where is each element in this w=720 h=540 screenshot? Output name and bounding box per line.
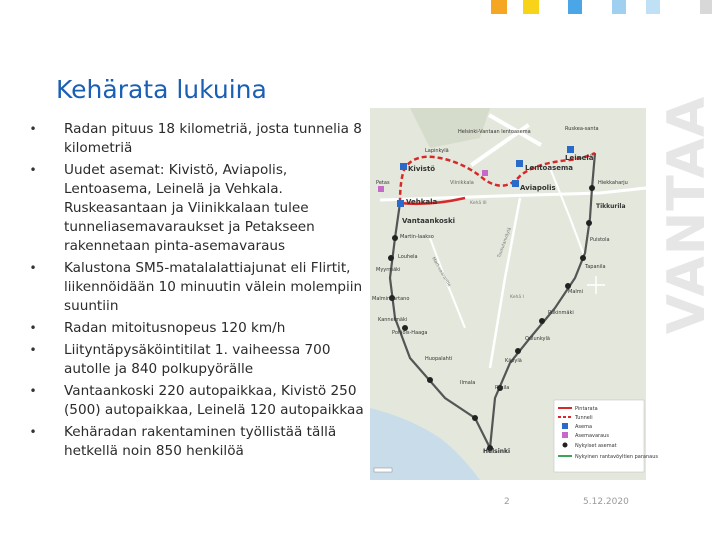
- map-label: Louhela: [398, 254, 418, 260]
- bullet-text: Kalustona SM5-matalalattiajunat eli Flirtit, liikennöidään 10 minuutin välein molempiin suuntiin: [64, 260, 363, 314]
- bullet-item: [28, 319, 378, 338]
- bullet-dot: •: [29, 261, 37, 275]
- rail-map-svg: [370, 108, 658, 480]
- map-label: Kehä III: [470, 201, 487, 206]
- map-label: Mart-vaarantie: [430, 256, 452, 288]
- map-label: Puistola: [590, 237, 610, 243]
- bullet-text: Kehäradan rakentaminen työllistää tällä hetkellä noin 850 henkilöä: [64, 424, 337, 459]
- map-label: Petas: [376, 180, 390, 186]
- bullet-dot: •: [29, 343, 37, 357]
- legend-label: Nykyiset asemat: [575, 443, 617, 449]
- map-label: Martin-laakso: [400, 234, 434, 240]
- bullet-text: Liityntäpysäköintitilat 1. vaiheessa 700 autolle ja 840 polkupyörälle: [64, 342, 331, 377]
- decor-square-gray: [700, 0, 712, 14]
- bullet-text: Uudet asemat: Kivistö, Aviapolis, Lentoasema, Leinelä ja Vehkala. Ruskeasantaan ja Viinikkalaan tulee tunneliasemavaraukset ja Petakseen rakennetaan pinta-asemavaraus: [64, 162, 315, 254]
- map-label: Tuusulanväylä: [497, 226, 513, 259]
- legend-label: Tunneli: [575, 415, 593, 421]
- bullet-dot: •: [29, 163, 37, 177]
- bullet-text: Radan mitoitusnopeus 120 km/h: [64, 320, 286, 336]
- legend-label: Asemavaraus: [575, 433, 609, 439]
- map-legend: [554, 400, 658, 472]
- decor-square-lightblue: [612, 0, 626, 14]
- bullet-dot: •: [29, 425, 37, 439]
- bullet-item: [28, 423, 378, 461]
- map-label: Oulunkylä: [525, 336, 550, 342]
- map-label: Helsinki: [483, 448, 511, 455]
- map-label: Vehkala: [406, 198, 438, 206]
- station-existing: [580, 255, 586, 261]
- footer-date: 5.12.2020: [583, 497, 629, 507]
- legend-swatch: [562, 423, 568, 429]
- station-existing: [427, 377, 433, 383]
- legend-label: Nykyinen rantavöyltien paranaus: [575, 454, 658, 460]
- map-label: Aviapolis: [520, 184, 556, 192]
- map-label: Ruskea-santa: [565, 126, 599, 132]
- map-label: Pohjois-Haaga: [392, 330, 428, 336]
- station-reserve: [378, 186, 384, 192]
- bullet-item: [28, 259, 378, 316]
- brand-wordmark: [657, 50, 717, 380]
- decor-square-paleblue: [646, 0, 660, 14]
- station-new: [397, 200, 404, 207]
- map-label: Ilmala: [460, 380, 476, 386]
- page-number: 2: [504, 497, 510, 507]
- map-label: Pasila: [495, 385, 510, 391]
- bullet-text: Vantaankoski 220 autopaikkaa, Kivistö 250 (500) autopaikkaa, Leinelä 120 autopaikkaa: [64, 383, 364, 418]
- map-label: Lapinkylä: [425, 148, 449, 154]
- map-label: Malmi: [568, 289, 584, 295]
- station-new: [400, 163, 407, 170]
- bullet-item: [28, 161, 378, 256]
- bullet-dot: •: [29, 384, 37, 398]
- decor-square-yellow: [523, 0, 539, 14]
- bullet-dot: •: [29, 122, 37, 136]
- legend-label: Pintarata: [575, 406, 598, 412]
- bullet-dot: •: [29, 321, 37, 335]
- station-existing: [388, 255, 394, 261]
- map-label: Tapanila: [585, 264, 606, 270]
- map-label: Hiekkaharju: [598, 180, 628, 186]
- slide-title: Kehärata lukuina: [56, 74, 267, 104]
- map-label: Tikkurila: [596, 203, 626, 210]
- station-reserve: [482, 170, 488, 176]
- bullet-list: [28, 120, 378, 464]
- map-label: Lentoasema: [525, 164, 574, 172]
- brand-text: VANTAA: [657, 95, 717, 335]
- bullet-item: [28, 382, 378, 420]
- station-existing: [472, 415, 478, 421]
- map-label: Helsinki-Vantaan lentoasema: [458, 129, 531, 135]
- station-new: [516, 160, 523, 167]
- map-label: Kannelmäki: [378, 317, 408, 323]
- station-existing: [392, 235, 398, 241]
- map-label: Huopalahti: [425, 356, 453, 362]
- legend-swatch: [562, 432, 568, 438]
- map-label: Leinelä: [565, 154, 594, 162]
- station-new: [512, 180, 519, 187]
- station-new: [567, 146, 574, 153]
- map-label: Viinikkala: [450, 180, 474, 186]
- map-label: Myyrmäki: [376, 267, 401, 273]
- legend-label: Asema: [575, 424, 593, 430]
- station-existing: [586, 220, 592, 226]
- station-existing: [539, 318, 545, 324]
- decor-square-orange: [491, 0, 507, 14]
- legend-swatch: [563, 443, 568, 448]
- map-label: Pukinmäki: [548, 310, 574, 316]
- map-label: Kehä I: [510, 295, 524, 300]
- rail-map: [370, 108, 658, 480]
- decor-square-blue: [568, 0, 582, 14]
- scale-bar: [374, 468, 392, 472]
- map-label: Kivistö: [408, 165, 436, 173]
- bullet-item: [28, 120, 378, 158]
- bullet-item: [28, 341, 378, 379]
- map-label: Vantaankoski: [402, 217, 456, 225]
- bullet-text: Radan pituus 18 kilometriä, josta tunnelia 8 kilometriä: [64, 121, 362, 156]
- map-label: Käpylä: [505, 358, 522, 364]
- station-existing: [515, 348, 521, 354]
- station-existing: [589, 185, 595, 191]
- map-label: Malminkartano: [372, 296, 410, 302]
